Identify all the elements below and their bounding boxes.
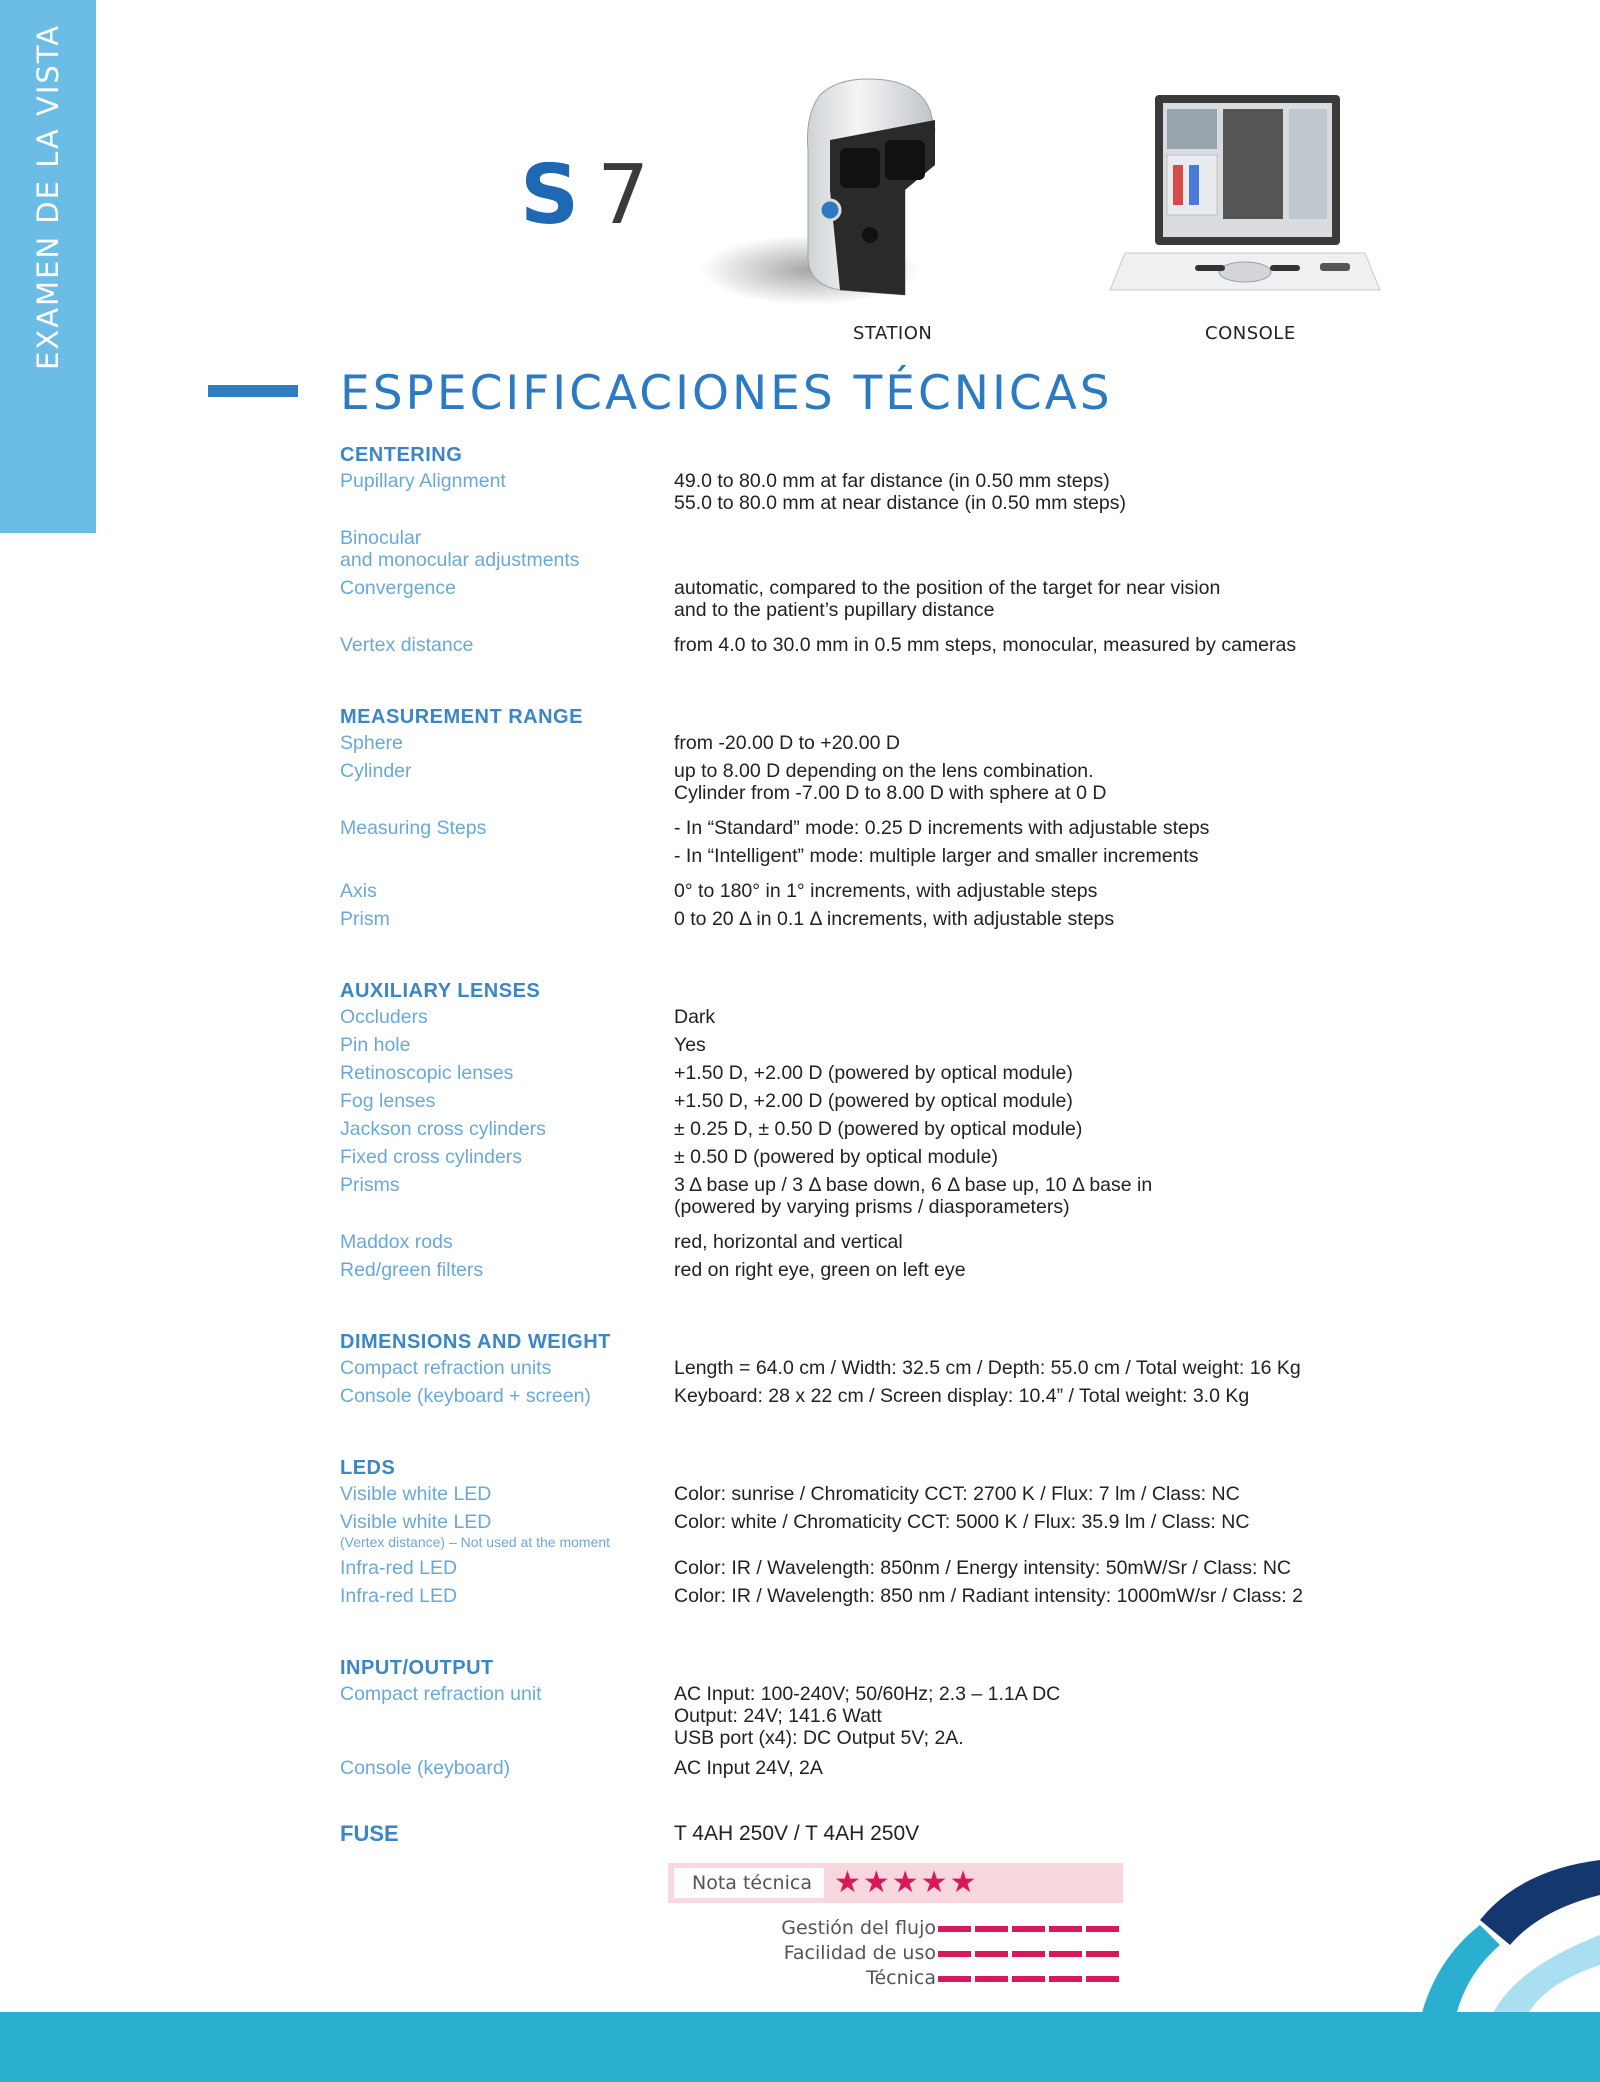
page-title: ESPECIFICACIONES TÉCNICAS <box>340 366 1113 421</box>
spec-value: Length = 64.0 cm / Width: 32.5 cm / Depth: 55.0 cm / Total weight: 16 Kg <box>674 1357 1301 1379</box>
spec-label: Vertex distance <box>340 634 474 656</box>
spec-value: - In “Intelligent” mode: multiple larger and smaller increments <box>674 845 1199 867</box>
spec-row <box>340 908 1380 930</box>
metric-row <box>700 1916 1124 1940</box>
spec-value: from -20.00 D to +20.00 D <box>674 732 900 754</box>
specifications <box>340 440 1380 1855</box>
spec-value: - In “Standard” mode: 0.25 D increments with adjustable steps <box>674 817 1210 839</box>
spec-value: 49.0 to 80.0 mm at far distance (in 0.50 mm steps) 55.0 to 80.0 mm at near distance (in 0.50 mm steps) <box>674 470 1126 514</box>
spec-value: Keyboard: 28 x 22 cm / Screen display: 10.4” / Total weight: 3.0 Kg <box>674 1385 1250 1407</box>
spec-label: Red/green filters <box>340 1259 484 1281</box>
spec-row <box>340 1090 1380 1112</box>
model-name <box>520 148 649 243</box>
spec-value: Color: sunrise / Chromaticity CCT: 2700 K / Flux: 7 lm / Class: NC <box>674 1483 1240 1505</box>
spec-row <box>340 1683 1380 1749</box>
spec-label: Measuring Steps <box>340 817 487 839</box>
spec-label: Visible white LED <box>340 1483 492 1505</box>
rating-label: Nota técnica <box>674 1868 824 1898</box>
section-centering <box>340 440 1380 656</box>
spec-value: ± 0.25 D, ± 0.50 D (powered by optical module) <box>674 1118 1083 1140</box>
spec-value: Yes <box>674 1034 706 1056</box>
spec-label <box>340 1511 674 1551</box>
spec-row <box>340 1062 1380 1084</box>
metric-bars <box>938 1926 1123 1932</box>
metric-label: Facilidad de uso <box>783 1942 936 1964</box>
spec-label: Pupillary Alignment <box>340 470 506 492</box>
spec-row <box>340 1006 1380 1028</box>
section-heading: INPUT/OUTPUT <box>340 1657 494 1679</box>
spec-label-note: (Vertex distance) – Not used at the moment <box>340 1534 611 1550</box>
spec-value: Color: white / Chromaticity CCT: 5000 K / Flux: 35.9 lm / Class: NC <box>674 1511 1250 1533</box>
section-heading: DIMENSIONS AND WEIGHT <box>340 1331 611 1353</box>
spec-label: Maddox rods <box>340 1231 453 1253</box>
console-caption: CONSOLE <box>1205 323 1296 344</box>
model-letter: S <box>520 148 580 243</box>
spec-label: Fixed cross cylinders <box>340 1146 523 1168</box>
spec-label: Binocular and monocular adjustments <box>340 527 580 571</box>
spec-label: Pin hole <box>340 1034 411 1056</box>
spec-row <box>340 880 1380 902</box>
spec-label: Fog lenses <box>340 1090 436 1112</box>
spec-row <box>340 1118 1380 1140</box>
spec-label: Axis <box>340 880 377 902</box>
station-caption: STATION <box>853 323 933 344</box>
star-rating: ★★★★★ <box>834 1866 979 1899</box>
spec-label: Infra-red LED <box>340 1557 458 1579</box>
spec-value: 0 to 20 Δ in 0.1 Δ increments, with adjustable steps <box>674 908 1115 930</box>
station-device-image <box>690 70 1000 310</box>
spec-value: AC Input 24V, 2A <box>674 1757 823 1779</box>
spec-row <box>340 1557 1380 1579</box>
spec-row <box>340 1483 1380 1505</box>
spec-label <box>340 845 674 867</box>
spec-value: red, horizontal and vertical <box>674 1231 903 1253</box>
spec-label: Jackson cross cylinders <box>340 1118 546 1140</box>
spec-label: Prism <box>340 908 390 930</box>
spec-value: +1.50 D, +2.00 D (powered by optical module) <box>674 1062 1073 1084</box>
spec-label: Compact refraction units <box>340 1357 552 1379</box>
metric-row <box>700 1966 1124 1990</box>
spec-row <box>340 527 1380 571</box>
spec-row <box>340 634 1380 656</box>
footer-band <box>0 2012 1600 2082</box>
spec-label: Compact refraction unit <box>340 1683 542 1705</box>
spec-label: Infra-red LED <box>340 1585 458 1607</box>
section-heading: LEDS <box>340 1457 396 1479</box>
section-heading: MEASUREMENT RANGE <box>340 706 583 728</box>
spec-value: automatic, compared to the position of the target for near vision and to the patient’s pupillary distance <box>674 577 1221 621</box>
spec-value: ± 0.50 D (powered by optical module) <box>674 1146 998 1168</box>
spec-row <box>340 1231 1380 1253</box>
decorative-arcs <box>1400 1850 1600 2020</box>
spec-label: Prisms <box>340 1174 400 1196</box>
side-tab <box>0 0 96 533</box>
spec-label: Cylinder <box>340 760 412 782</box>
spec-value: T 4AH 250V / T 4AH 250V <box>674 1822 920 1845</box>
spec-row <box>340 470 1380 514</box>
model-number: 7 <box>597 148 650 243</box>
spec-value: Color: IR / Wavelength: 850 nm / Radiant intensity: 1000mW/sr / Class: 2 <box>674 1585 1303 1607</box>
spec-value <box>674 527 1380 571</box>
spec-row <box>340 1034 1380 1056</box>
spec-row <box>340 1385 1380 1407</box>
spec-row <box>340 817 1380 839</box>
spec-row <box>340 1757 1380 1779</box>
spec-label: Sphere <box>340 732 403 754</box>
spec-label: Console (keyboard + screen) <box>340 1385 591 1407</box>
spec-value: 3 Δ base up / 3 Δ base down, 6 Δ base up, 10 Δ base in (powered by varying prisms / diasporameters) <box>674 1174 1153 1218</box>
metric-bars <box>938 1976 1123 1982</box>
spec-value: red on right eye, green on left eye <box>674 1259 966 1281</box>
spec-row <box>340 1511 1380 1551</box>
section-tab-label: EXAMEN DE LA VISTA <box>31 23 65 370</box>
metric-label: Técnica <box>866 1967 936 1989</box>
section-input-output <box>340 1653 1380 1779</box>
spec-value: 0° to 180° in 1° increments, with adjustable steps <box>674 880 1098 902</box>
section-dimensions-weight <box>340 1327 1380 1407</box>
section-heading: FUSE <box>340 1821 399 1846</box>
section-heading: AUXILIARY LENSES <box>340 980 541 1002</box>
spec-value: up to 8.00 D depending on the lens combination. Cylinder from -7.00 D to 8.00 D with sphere at 0 D <box>674 760 1107 804</box>
section-heading: CENTERING <box>340 444 463 466</box>
spec-row <box>340 732 1380 754</box>
spec-label: Convergence <box>340 577 456 599</box>
spec-row <box>340 1146 1380 1168</box>
metric-bars <box>938 1951 1123 1957</box>
spec-label: Retinoscopic lenses <box>340 1062 514 1084</box>
section-leds <box>340 1453 1380 1607</box>
spec-label: Console (keyboard) <box>340 1757 511 1779</box>
spec-row <box>340 1174 1380 1218</box>
section-measurement-range <box>340 702 1380 930</box>
spec-value: +1.50 D, +2.00 D (powered by optical module) <box>674 1090 1073 1112</box>
section-fuse <box>340 1819 1380 1849</box>
section-auxiliary-lenses <box>340 976 1380 1281</box>
rating-box <box>668 1863 1123 1903</box>
spec-value: Dark <box>674 1006 716 1028</box>
spec-row <box>340 1259 1380 1281</box>
spec-value: Color: IR / Wavelength: 850nm / Energy intensity: 50mW/Sr / Class: NC <box>674 1557 1291 1579</box>
console-device-image <box>1105 95 1385 305</box>
metric-label: Gestión del flujo <box>781 1917 936 1939</box>
spec-row <box>340 577 1380 621</box>
spec-value: AC Input: 100-240V; 50/60Hz; 2.3 – 1.1A DC Output: 24V; 141.6 Watt USB port (x4): DC Output 5V; 2A. <box>674 1683 1061 1749</box>
spec-row <box>340 845 1380 867</box>
metric-row <box>700 1941 1124 1965</box>
spec-row <box>340 1585 1380 1607</box>
spec-label-text: Visible white LED <box>340 1511 492 1533</box>
spec-label: Occluders <box>340 1006 428 1028</box>
title-accent-bar <box>208 385 298 397</box>
spec-row <box>340 1357 1380 1379</box>
spec-row <box>340 760 1380 804</box>
spec-value: from 4.0 to 30.0 mm in 0.5 mm steps, monocular, measured by cameras <box>674 634 1297 656</box>
